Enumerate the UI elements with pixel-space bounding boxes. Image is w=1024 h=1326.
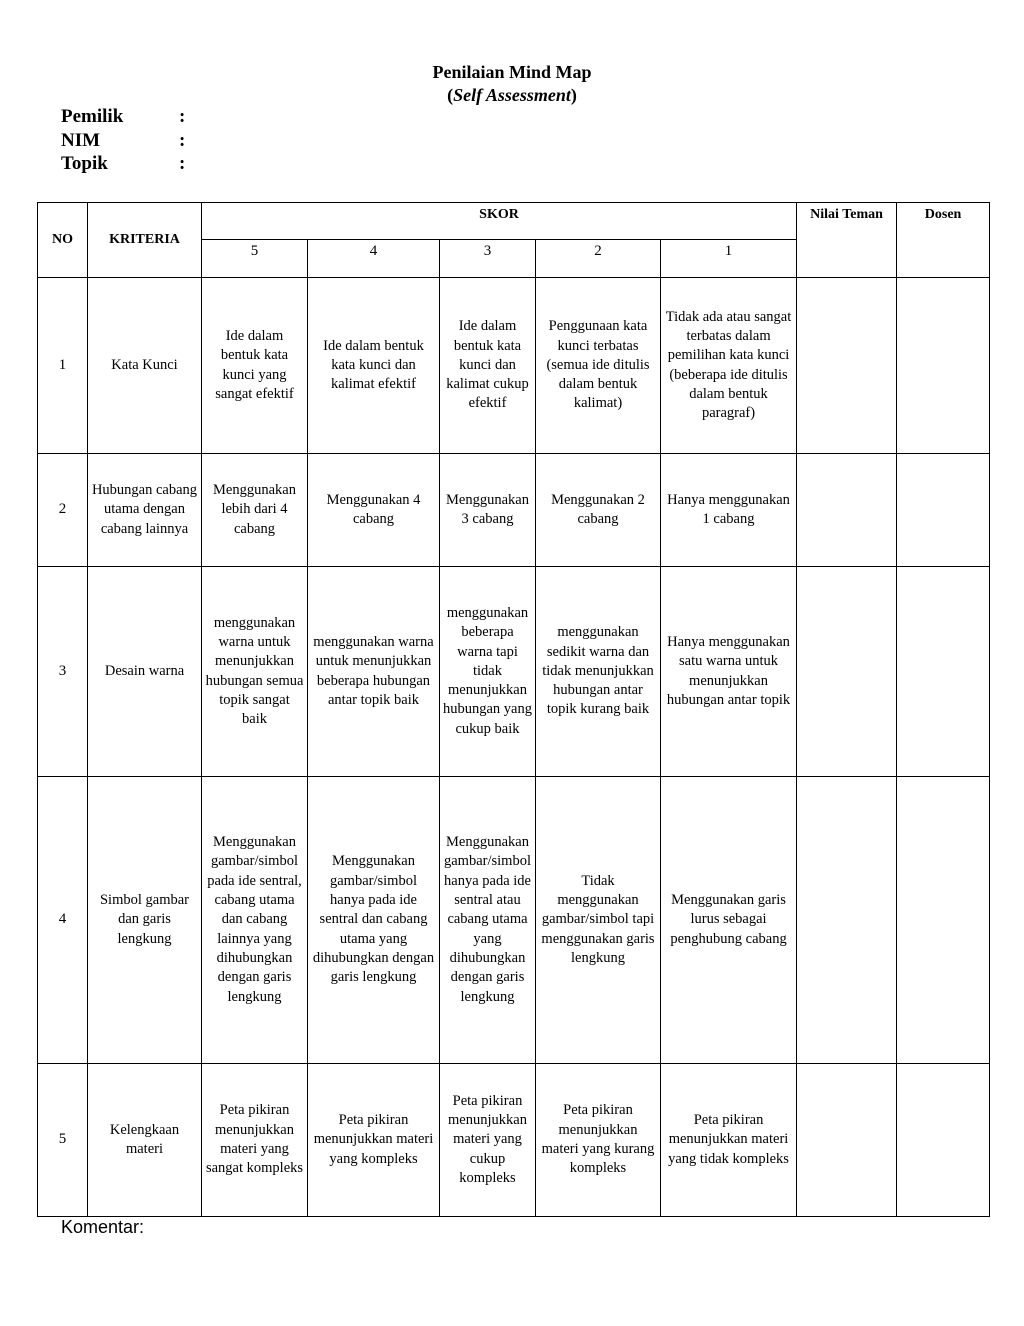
- score-header-2: 2: [536, 240, 661, 278]
- row-kriteria: Simbol gambar dan garis lengkung: [88, 777, 202, 1064]
- cell-score-1: Hanya menggunakan 1 cabang: [661, 454, 797, 567]
- cell-score-2: Tidak menggunakan gambar/simbol tapi menggunakan garis lengkung: [536, 777, 661, 1064]
- row-number: 2: [38, 454, 88, 567]
- row-kriteria: Hubungan cabang utama dengan cabang lainnya: [88, 454, 202, 567]
- cell-score-2: Menggunakan 2 cabang: [536, 454, 661, 567]
- table-row: [38, 278, 990, 454]
- cell-score-4: menggunakan warna untuk menunjukkan beberapa hubungan antar topik baik: [308, 567, 440, 777]
- header-skor: SKOR: [202, 203, 797, 240]
- cell-score-3: Ide dalam bentuk kata kunci dan kalimat cukup efektif: [440, 278, 536, 454]
- cell-score-4: Peta pikiran menunjukkan materi yang kompleks: [308, 1064, 440, 1217]
- header-nilai-teman: Nilai Teman: [797, 203, 897, 278]
- row-kriteria: Kata Kunci: [88, 278, 202, 454]
- cell-nilai-teman[interactable]: [797, 278, 897, 454]
- field-pemilik: Pemilik :: [61, 106, 186, 127]
- cell-score-2: Penggunaan kata kunci terbatas (semua ide ditulis dalam bentuk kalimat): [536, 278, 661, 454]
- cell-score-3: Peta pikiran menunjukkan materi yang cukup kompleks: [440, 1064, 536, 1217]
- table-row: [38, 454, 990, 567]
- cell-score-3: Menggunakan gambar/simbol hanya pada ide sentral atau cabang utama yang dihubungkan dengan garis lengkung: [440, 777, 536, 1064]
- table-row: [38, 777, 990, 1064]
- assessment-table: [37, 202, 990, 1217]
- cell-score-4: Menggunakan gambar/simbol hanya pada ide sentral dan cabang utama yang dihubungkan dengan garis lengkung: [308, 777, 440, 1064]
- komentar-label: Komentar:: [61, 1217, 145, 1237]
- header-dosen: Dosen: [897, 203, 990, 278]
- cell-score-1: Tidak ada atau sangat terbatas dalam pemilihan kata kunci (beberapa ide ditulis dalam bentuk paragraf): [661, 278, 797, 454]
- score-header-1: 1: [661, 240, 797, 278]
- cell-dosen[interactable]: [897, 777, 990, 1064]
- cell-score-2: menggunakan sedikit warna dan tidak menunjukkan hubungan antar topik kurang baik: [536, 567, 661, 777]
- cell-dosen[interactable]: [897, 278, 990, 454]
- page-title: Penilaian Mind Map: [432, 62, 592, 82]
- cell-score-3: Menggunakan 3 cabang: [440, 454, 536, 567]
- cell-score-1: Hanya menggunakan satu warna untuk menunjukkan hubungan antar topik: [661, 567, 797, 777]
- cell-score-5: Menggunakan lebih dari 4 cabang: [202, 454, 308, 567]
- cell-nilai-teman[interactable]: [797, 1064, 897, 1217]
- row-kriteria: Desain warna: [88, 567, 202, 777]
- cell-score-1: Peta pikiran menunjukkan materi yang tidak kompleks: [661, 1064, 797, 1217]
- score-header-5: 5: [202, 240, 308, 278]
- cell-score-5: Ide dalam bentuk kata kunci yang sangat efektif: [202, 278, 308, 454]
- cell-score-4: Ide dalam bentuk kata kunci dan kalimat efektif: [308, 278, 440, 454]
- table-row: [38, 1064, 990, 1217]
- score-header-4: 4: [308, 240, 440, 278]
- page-subtitle: (Self Assessment): [447, 85, 577, 105]
- cell-dosen[interactable]: [897, 454, 990, 567]
- header-kriteria: KRITERIA: [88, 203, 202, 278]
- table-row: [38, 567, 990, 777]
- header-no: NO: [38, 203, 88, 278]
- cell-nilai-teman[interactable]: [797, 454, 897, 567]
- field-nim: NIM :: [61, 130, 186, 151]
- cell-nilai-teman[interactable]: [797, 777, 897, 1064]
- cell-score-2: Peta pikiran menunjukkan materi yang kurang kompleks: [536, 1064, 661, 1217]
- cell-score-5: Menggunakan gambar/simbol pada ide sentral, cabang utama dan cabang lainnya yang dihubungkan dengan garis lengkung: [202, 777, 308, 1064]
- field-topik: Topik :: [61, 153, 186, 174]
- cell-nilai-teman[interactable]: [797, 567, 897, 777]
- row-kriteria: Kelengkaan materi: [88, 1064, 202, 1217]
- cell-score-5: menggunakan warna untuk menunjukkan hubungan semua topik sangat baik: [202, 567, 308, 777]
- cell-score-4: Menggunakan 4 cabang: [308, 454, 440, 567]
- row-number: 4: [38, 777, 88, 1064]
- row-number: 1: [38, 278, 88, 454]
- row-number: 5: [38, 1064, 88, 1217]
- row-number: 3: [38, 567, 88, 777]
- cell-score-1: Menggunakan garis lurus sebagai penghubung cabang: [661, 777, 797, 1064]
- score-header-3: 3: [440, 240, 536, 278]
- cell-score-5: Peta pikiran menunjukkan materi yang sangat kompleks: [202, 1064, 308, 1217]
- cell-dosen[interactable]: [897, 567, 990, 777]
- cell-dosen[interactable]: [897, 1064, 990, 1217]
- cell-score-3: menggunakan beberapa warna tapi tidak menunjukkan hubungan yang cukup baik: [440, 567, 536, 777]
